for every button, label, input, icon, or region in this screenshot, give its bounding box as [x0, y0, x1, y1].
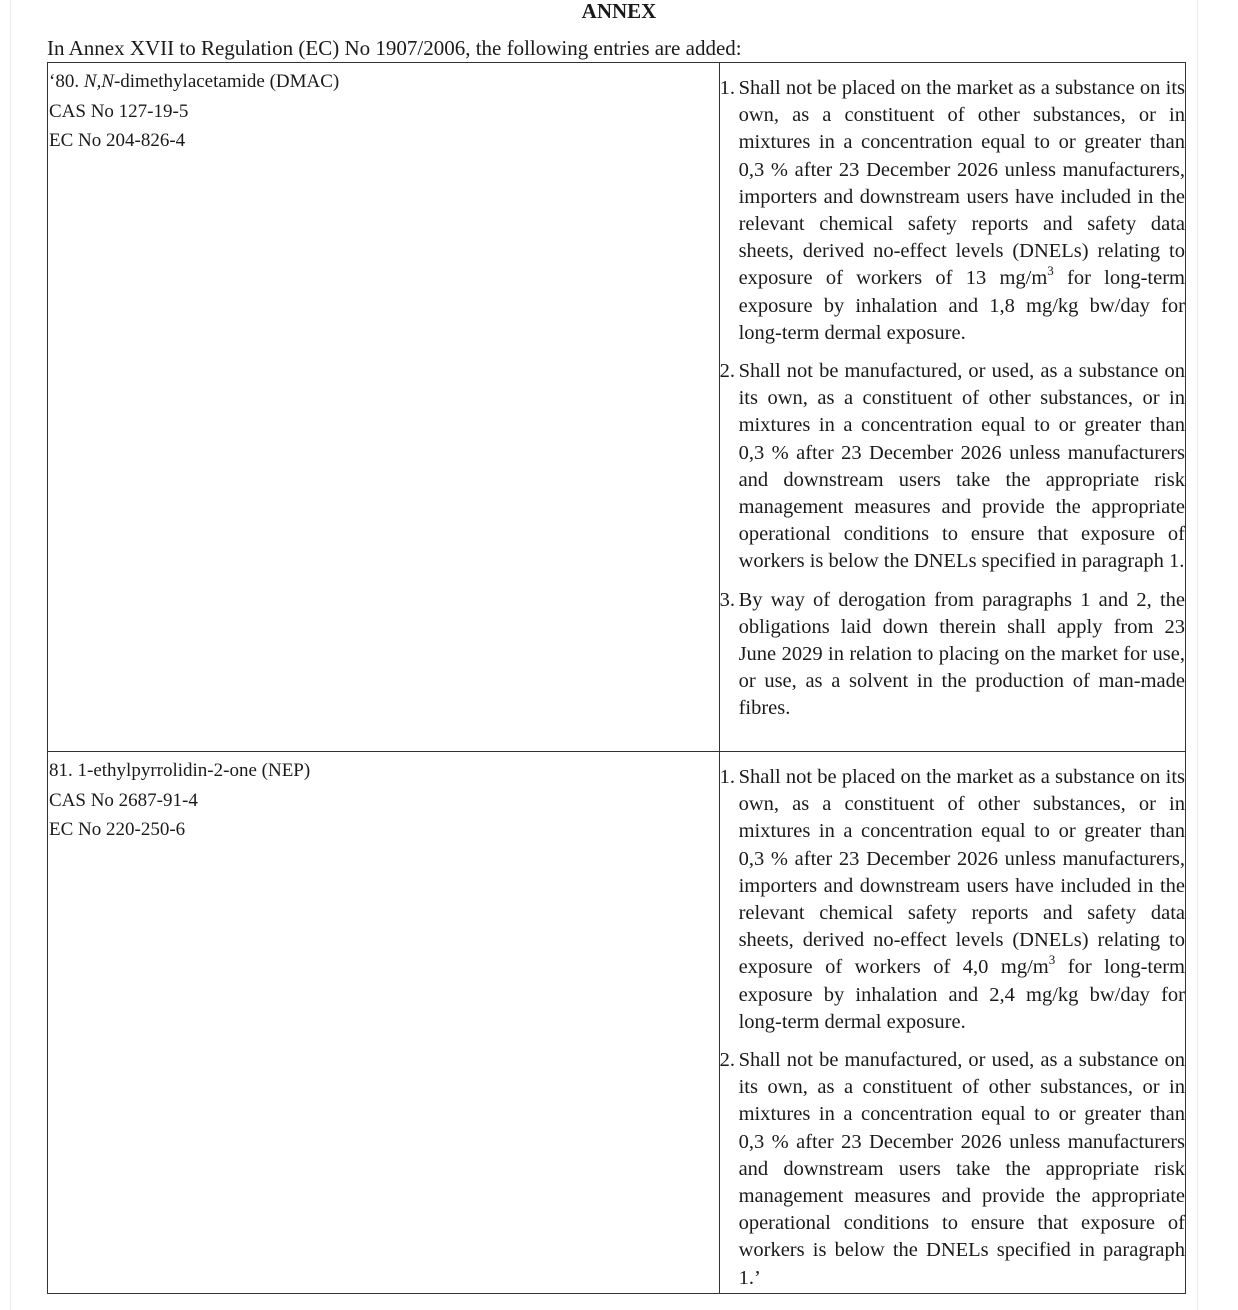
paragraph-text [739, 764, 1185, 1036]
paragraph-text-part: Shall not be placed on the market as a substance on its own, as a constituent of other substances, or in mixtures in a concentration equal to or greater than 0,3 % after 23 December 2026 unless manufacturers, importers and downstream users have included in the relevant chemical safety reports and safety data sheets, derived no-effect levels (DNELs) relating to exposure of workers of 13 mg/m [738, 77, 1185, 290]
paragraph-number: 1. [719, 766, 735, 788]
substance-name-80 [48, 67, 719, 97]
annex-title: ANNEX [581, 0, 657, 23]
paragraph-text-part: Shall not be placed on the market as a substance on its own, as a constituent of other substances, or in mixtures in a concentration equal to or greater than 0,3 % after 23 December 2026 unless manufacturers, importers and downstream users have included in the relevant chemical safety reports and safety data sheets, derived no-effect levels (DNELs) relating to exposure of workers of 4,0 mg/m [738, 766, 1185, 979]
paragraph-number: 1. [719, 77, 735, 99]
substance-cell-81 [48, 752, 720, 1294]
condition-paragraph [720, 764, 1185, 1036]
entry-number-81: 81. [49, 760, 78, 781]
paragraph-number: 2. [719, 360, 735, 383]
paragraph-text: Shall not be manufactured, or used, as a substance on its own, as a constituent of other substances, or in mixtures in a concentration equal to or greater than 0,3 % after 23 December 2026 unless manufacturers and downstream users take the appropriate risk management measures and provide the appropriate operational conditions to ensure that exposure of workers is below the DNELs specified in paragraph 1.’ [738, 1049, 1185, 1289]
conditions-cell-81 [719, 752, 1185, 1294]
paragraph-text: Shall not be manufactured, or used, as a substance on its own, as a constituent of other substances, or in mixtures in a concentration equal to or greater than 0,3 % after 23 December 2026 unless manufacturers and downstream users take the appropriate risk management measures and provide the appropriate operational conditions to ensure that exposure of workers is below the DNELs specified in paragraph 1. [738, 360, 1185, 573]
entry-number-80: ‘80. [49, 71, 84, 92]
paragraph-number: 2. [719, 1049, 735, 1072]
ec-number-81: EC No 220-250-6 [49, 819, 186, 840]
condition-paragraph [720, 75, 1185, 347]
substance-cell-80 [48, 63, 720, 752]
superscript: 3 [1048, 951, 1056, 967]
paragraph-text: By way of derogation from paragraphs 1 and 2, the obligations laid down therein shall apply from 23 June 2029 in relation to placing on the market for use, or use, as a solvent in the production of man-made fibres. [738, 588, 1185, 720]
condition-paragraph [720, 587, 1185, 723]
table-row-entry-80 [48, 63, 1186, 752]
substance-name-rest-80: -dimethylacetamide (DMAC) [113, 71, 340, 92]
conditions-cell-80 [719, 63, 1185, 752]
substance-name-rest-81: 1-ethylpyrrolidin-2-one (NEP) [77, 760, 311, 781]
annex-intro: In Annex XVII to Regulation (EC) No 1907/2006, the following entries are added: [47, 36, 742, 60]
paragraph-number: 3. [719, 588, 735, 611]
paragraph-text-part: for long-term exposure by inhalation and 2,4 mg/kg bw/day for long-term dermal exposure. [738, 956, 1185, 1033]
superscript: 3 [1047, 262, 1054, 278]
condition-paragraph [720, 358, 1185, 576]
annex-entries-table [47, 62, 1186, 1294]
cas-number-80: CAS No 127-19-5 [49, 100, 189, 122]
condition-paragraph [720, 1047, 1185, 1292]
paragraph-text [739, 75, 1185, 347]
table-row-entry-81 [48, 752, 1186, 1294]
cas-number-81: CAS No 2687-91-4 [49, 789, 198, 811]
paragraph-text-part: for long-term exposure by inhalation and 1,8 mg/kg bw/day for long-term dermal exposure. [738, 267, 1185, 344]
ec-number-80: EC No 204-826-4 [49, 130, 186, 151]
substance-name-81 [48, 756, 719, 786]
substance-name-italic-80: N,N [83, 71, 114, 92]
